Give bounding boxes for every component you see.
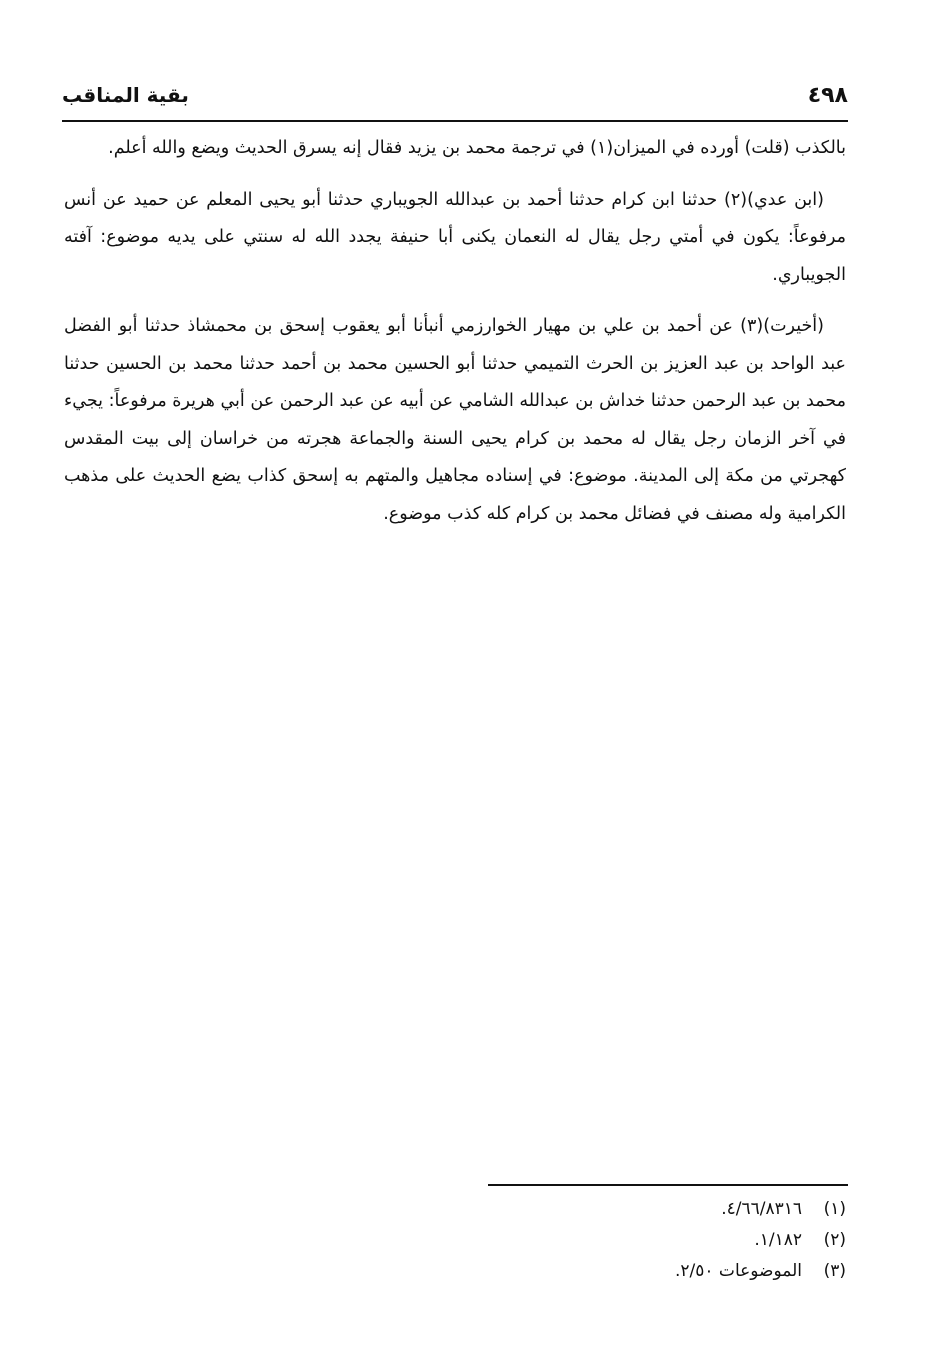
footnote-item — [440, 1225, 846, 1256]
footnote-text: ١/١٨٢. — [754, 1230, 802, 1250]
header-rule — [62, 120, 848, 122]
footnote-item — [440, 1256, 846, 1287]
footnote-number: (٣) — [823, 1261, 846, 1281]
running-title: بقية المناقب — [62, 83, 189, 107]
page-header — [62, 78, 848, 112]
footnote-item — [440, 1194, 846, 1225]
footnote-text: الموضوعات ٢/٥٠. — [675, 1261, 802, 1281]
paragraph-ibn-adi: (ابن عدي)(٢) حدثنا ابن كرام حدثنا أحمد بن عبدالله الجويباري حدثنا أبو يحيى المعلم عن حميد عن أنس مرفوعاً: يكون في أمتي رجل يقال له النعمان يكنى أبا حنيفة يجدد الله له سنتي على يديه موضوع: آفته الجويباري. — [64, 189, 846, 285]
main-text — [64, 130, 846, 547]
paragraph-continuation: بالكذب (قلت) أورده في الميزان(١) في ترجمة محمد بن يزيد فقال إنه يسرق الحديث ويضع والله أعلم. — [108, 138, 846, 158]
footnote-text: ٤/٦٦/٨٣١٦. — [721, 1199, 802, 1219]
footnote-number: (٢) — [823, 1230, 846, 1250]
footnote-rule — [488, 1184, 848, 1186]
footnotes — [440, 1194, 846, 1287]
paragraph-akhbarat: (أخيرت)(٣) عن أحمد بن علي بن مهيار الخوارزمي أنبأنا أبو يعقوب إسحق بن محمشاذ حدثنا أبو الفضل عبد الواحد بن عبد العزيز بن الحرث التميمي حدثنا أبو الحسين محمد بن أحمد حدثنا محمد بن الحسين حدثنا محمد بن عبد الرحمن حدثنا خداش بن عبدالله الشامي عن أبيه عن عبد الرحمن عن أبي هريرة مرفوعاً: يجيء في آخر الزمان رجل يقال له محمد بن كرام يحيى السنة والجماعة هجرته من خراسان إلى بيت المقدس كهجرتي من مكة إلى المدينة. موضوع: في إسناده مجاهيل والمتهم به إسحق كذاب يضع الحديث على مذهب الكرامية وله مصنف في فضائل محمد بن كرام كله كذب موضوع. — [64, 316, 846, 524]
footnote-number: (١) — [823, 1199, 846, 1219]
page-number: ٤٩٨ — [807, 82, 848, 108]
